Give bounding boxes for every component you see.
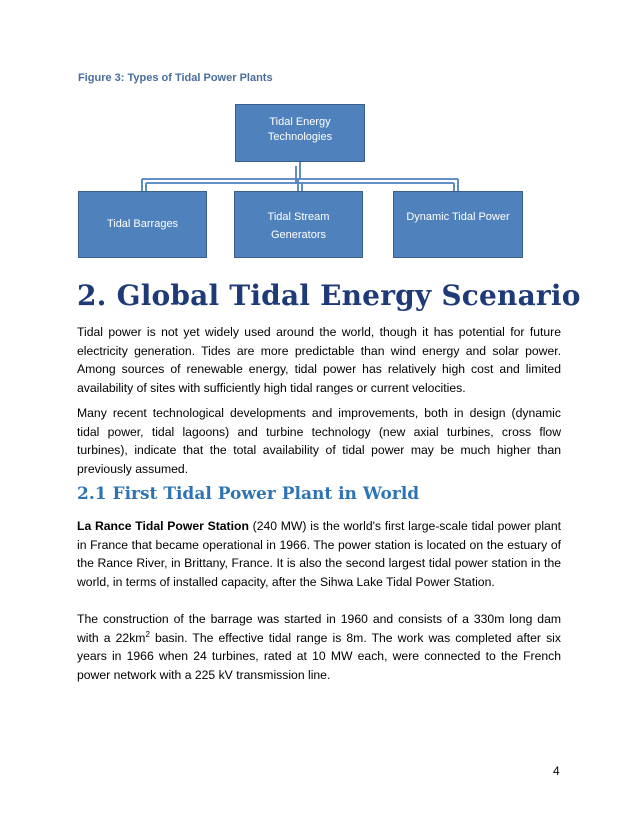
page-number: 4 bbox=[553, 764, 560, 778]
org-chart-root-box bbox=[235, 104, 365, 162]
paragraph-text: (240 MW) is the world's first large-scale tidal power plant in France that became operational in 1966. The power station is located on the estuary of the Rance River, in Brittany, France. It is also the second largest tidal power station in the world, in terms of installed capacity, after the Sihwa Lake Tidal Power Station. bbox=[77, 519, 561, 589]
subsection-heading: 2.1 First Tidal Power Plant in World bbox=[77, 484, 420, 504]
body-paragraph: Tidal power is not yet widely used around the world, though it has potential for future electricity generation. Tides are more predictable than wind energy and solar power. Among sources of renewable energy, tidal power has relatively high cost and limited availability of sites with sufficiently high tidal ranges or current velocities. bbox=[77, 325, 561, 395]
org-chart-child-box bbox=[78, 191, 207, 258]
body-paragraph bbox=[77, 517, 561, 591]
section-heading: 2. Global Tidal Energy Scenario bbox=[77, 279, 581, 312]
org-chart-child-box bbox=[234, 191, 363, 258]
paragraph-text: The construction of the barrage was started in 1960 and consists of a 330m long dam with a 22km bbox=[77, 612, 561, 645]
org-chart-child-label: Dynamic Tidal Power bbox=[406, 211, 510, 223]
bold-term: La Rance Tidal Power Station bbox=[77, 519, 249, 533]
org-chart-root-label: Tidal Energy Technologies bbox=[267, 116, 333, 143]
superscript: 2 bbox=[145, 629, 150, 639]
org-chart-connectors bbox=[0, 0, 638, 200]
paragraph-text: basin. The effective tidal range is 8m. The work was completed after six years in 1966 when 24 turbines, rated at 10 MW each, were connected to the French power network with a 225 kV transmission line. bbox=[77, 630, 561, 682]
org-chart-child-box bbox=[393, 191, 523, 258]
body-paragraph bbox=[77, 610, 561, 684]
org-chart-child-label: Tidal Stream Generators bbox=[267, 211, 330, 241]
body-paragraph: Many recent technological developments and improvements, both in design (dynamic tidal power, tidal lagoons) and turbine technology (new axial turbines, cross flow turbines), indicate that the total availability of tidal power may be much higher than previously assumed. bbox=[77, 406, 561, 476]
org-chart-child-label: Tidal Barrages bbox=[106, 218, 179, 230]
figure-caption: Figure 3: Types of Tidal Power Plants bbox=[78, 72, 273, 84]
